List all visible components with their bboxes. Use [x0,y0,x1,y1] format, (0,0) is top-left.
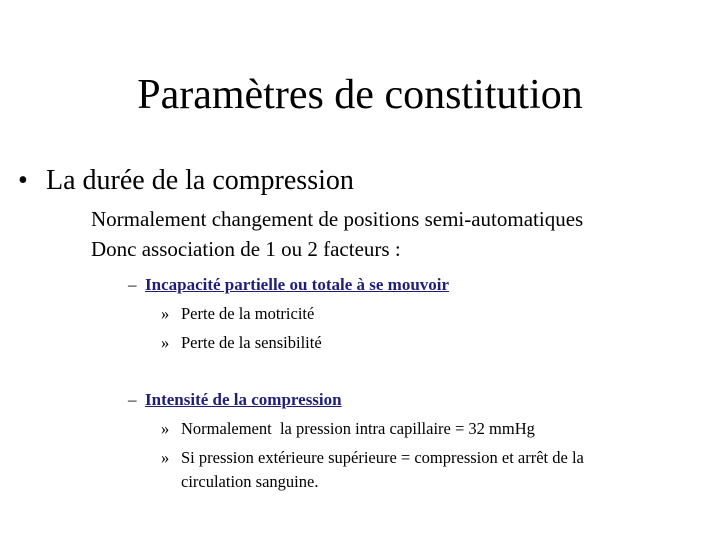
section-2-heading-row [128,389,342,411]
section-1-heading-row [128,274,449,296]
bullet-text: La durée de la compression [46,165,354,196]
body-line-2: Donc association de 1 ou 2 facteurs : [91,237,401,261]
item-text: Perte de la sensibilité [181,333,322,352]
slide-title: Paramètres de constitution [137,72,583,118]
item-marker: » [161,419,170,438]
section-2-heading-link[interactable]: Intensité de la compression [145,390,342,409]
dash-marker: – [128,390,137,409]
item-text: Normalement la pression intra capillaire = 32 mmHg [181,419,535,438]
item-text: Perte de la motricité [181,304,315,323]
item-marker: » [161,304,170,323]
section-1-item-1 [161,303,314,325]
section-2-item-2-continuation: circulation sanguine. [181,472,319,491]
dash-marker: – [128,275,137,294]
bullet-marker: • [18,165,28,196]
section-2-item-2 [161,447,584,469]
main-bullet [18,163,354,199]
section-2-item-1 [161,418,535,440]
body-line-1: Normalement changement de positions semi-automatiques [91,207,584,231]
item-marker: » [161,333,170,352]
item-marker: » [161,448,170,467]
item-text: Si pression extérieure supérieure = compression et arrêt de la [181,448,584,467]
section-1-heading-link[interactable]: Incapacité partielle ou totale à se mouvoir [145,275,450,294]
section-1-item-2 [161,332,322,354]
